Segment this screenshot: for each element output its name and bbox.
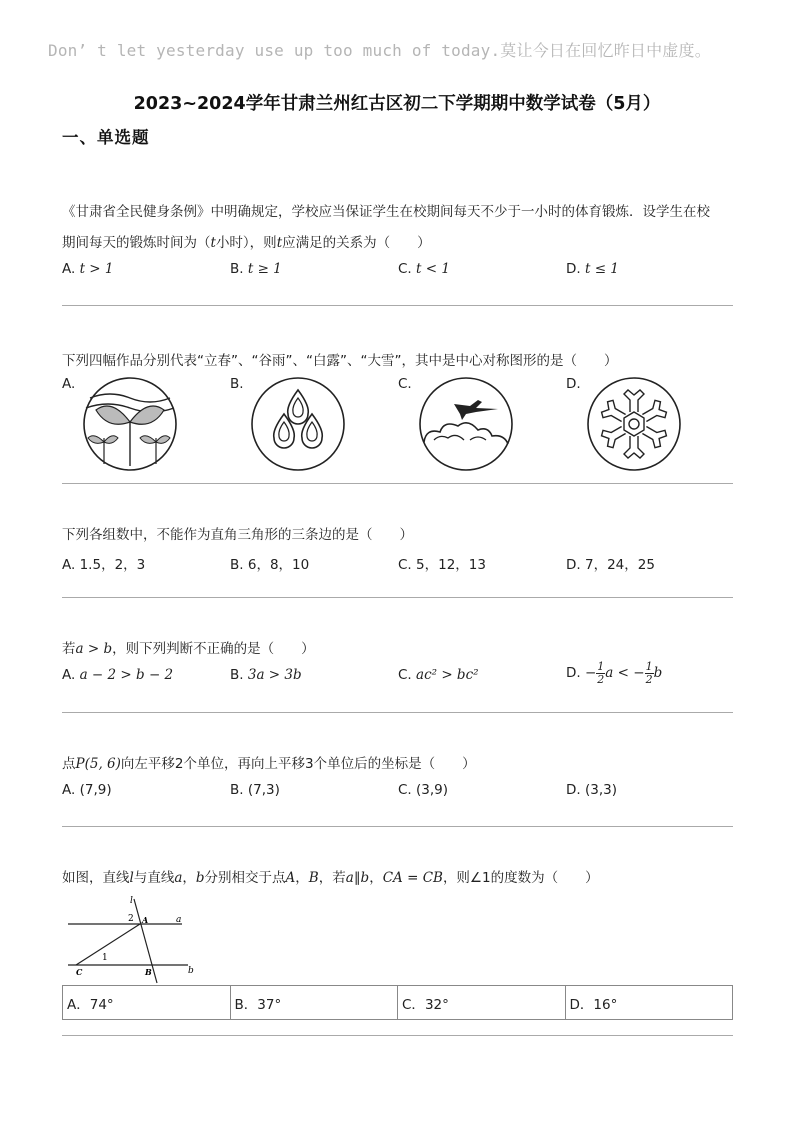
stem-text: ， xyxy=(295,870,309,886)
fraction-denominator: 2 xyxy=(645,673,653,686)
option-text: t ≤ 1 xyxy=(584,261,619,277)
stem-var: CB xyxy=(422,870,443,886)
question-2-stem: 下列四幅作品分别代表“立春”、“谷雨”、“白露”、“大雪”，其中是中心对称图形的是（ ） xyxy=(62,353,618,369)
label-line-b: b xyxy=(188,966,194,976)
stem-text: ，若 xyxy=(318,870,346,886)
stem-text: 若 xyxy=(62,641,76,657)
stem-text: = xyxy=(402,870,423,886)
question-4 xyxy=(62,634,732,695)
option-label: C. xyxy=(398,557,412,573)
q1-var-t: t xyxy=(276,235,283,251)
fraction-numerator: 1 xyxy=(597,660,605,673)
option-label: D. xyxy=(566,557,581,573)
option-text: 37° xyxy=(257,996,282,1013)
stem-text: ∥ xyxy=(353,870,361,886)
q4-option-a[interactable] xyxy=(62,667,173,683)
segment-ca xyxy=(76,924,140,965)
option-label: C. xyxy=(398,376,412,392)
fraction xyxy=(645,661,654,686)
stem-text: ，则下列判断不正确的是（ ） xyxy=(112,641,315,657)
sprout-icon xyxy=(82,376,178,472)
stem-text: 如图，直线 xyxy=(62,870,130,886)
label-l: l xyxy=(130,896,133,906)
option-label: B. xyxy=(230,376,244,392)
label-angle-2: 2 xyxy=(128,914,134,924)
q6-option-c[interactable] xyxy=(398,986,566,1020)
q1-stem-text: 小时），则 xyxy=(215,235,277,251)
option-label: A. xyxy=(62,782,76,798)
question-4-options xyxy=(62,660,732,695)
page-title: 2023~2024学年甘肃兰州红古区初二下学期期中数学试卷（5月） xyxy=(133,94,661,114)
q3-option-d[interactable] xyxy=(566,553,655,573)
label-point-a: A xyxy=(142,915,149,925)
question-5-options xyxy=(62,782,732,810)
option-text: (7,3) xyxy=(247,782,280,798)
option-label: D. xyxy=(566,261,581,277)
q1-option-c[interactable] xyxy=(398,261,450,277)
q1-option-b[interactable] xyxy=(230,261,282,277)
label-point-b: B xyxy=(145,967,152,977)
option-text: 16° xyxy=(593,996,618,1013)
stem-text: ，则∠1的度数为（ ） xyxy=(442,870,599,886)
option-text: (3,3) xyxy=(584,782,617,798)
option-label: D． xyxy=(569,996,594,1013)
label-angle-1: 1 xyxy=(102,953,108,963)
question-3-stem: 下列各组数中，不能作为直角三角形的三条边的是（ ） xyxy=(62,527,413,543)
q3-option-c[interactable] xyxy=(398,553,486,573)
stem-var: A xyxy=(285,870,296,886)
option-text: 32° xyxy=(424,996,449,1013)
q5-option-b[interactable] xyxy=(230,782,280,798)
question-divider xyxy=(62,597,733,598)
stem-var: b xyxy=(195,870,205,886)
q1-stem-text: 应满足的关系为（ ） xyxy=(282,235,431,251)
label-point-c: C xyxy=(76,967,83,977)
option-label: B. xyxy=(230,557,244,573)
snowflake-icon xyxy=(586,376,682,472)
option-label: A. xyxy=(62,557,76,573)
option-text: 7，24，25 xyxy=(584,557,655,573)
option-label: C. xyxy=(398,667,412,683)
q1-stem-line1: 《甘肃省全民健身条例》中明确规定，学校应当保证学生在校期间每天不少于一小时的体育锻炼．设学生在校 xyxy=(62,204,710,220)
stem-var: l xyxy=(129,870,134,886)
question-divider xyxy=(62,305,733,306)
option-text: t > 1 xyxy=(79,261,114,277)
q4-option-d[interactable] xyxy=(566,661,662,686)
option-text: ac² > bc² xyxy=(416,667,479,683)
stem-var: CA xyxy=(382,870,403,886)
question-divider xyxy=(62,712,733,713)
option-label: D. xyxy=(566,782,581,798)
stem-text: ， xyxy=(369,870,383,886)
q5-option-c[interactable] xyxy=(398,782,448,798)
option-text: a − 2 > b − 2 xyxy=(79,667,174,683)
option-label: C. xyxy=(398,261,412,277)
option-text: (3,9) xyxy=(416,782,449,798)
q4-option-b[interactable] xyxy=(230,667,302,683)
question-1-stem xyxy=(62,197,732,259)
question-5 xyxy=(62,749,732,810)
stem-text: 与直线 xyxy=(133,870,175,886)
question-6 xyxy=(62,863,732,894)
option-text: t ≥ 1 xyxy=(247,261,282,277)
option-text: − $\frac{1}{2}$ a < − $\frac{1}{2}$ b xyxy=(584,660,663,686)
option-text: (7,9) xyxy=(79,782,112,798)
q3-option-b[interactable] xyxy=(230,553,309,573)
question-6-stem xyxy=(62,863,732,894)
fraction-numerator: 1 xyxy=(645,660,653,673)
q1-option-a[interactable] xyxy=(62,261,114,277)
q1-var-t: t xyxy=(210,235,216,251)
option-label: A. xyxy=(62,376,76,392)
question-1-options xyxy=(62,261,732,289)
q5-option-a[interactable] xyxy=(62,782,112,798)
q6-option-d[interactable] xyxy=(565,986,733,1020)
stem-var: a xyxy=(345,870,354,886)
option-text: t < 1 xyxy=(416,261,450,277)
fraction-denominator: 2 xyxy=(597,673,605,686)
option-label: D. xyxy=(566,665,581,681)
q6-options-table xyxy=(62,985,733,1020)
q1-stem-text: 期间每天的锻炼时间为（ xyxy=(62,235,211,251)
option-label: A. xyxy=(62,261,76,277)
option-text: 3a > 3b xyxy=(247,667,302,683)
option-label: C. xyxy=(398,782,412,798)
question-divider xyxy=(62,1035,733,1036)
question-3-options xyxy=(62,553,732,581)
stem-var: B xyxy=(308,870,319,886)
fraction xyxy=(596,661,605,686)
q6-option-b[interactable] xyxy=(230,986,398,1020)
stem-text: 点 xyxy=(62,756,76,772)
option-label: B. xyxy=(230,782,244,798)
section-heading: 一、单选题 xyxy=(62,128,150,147)
q5-option-d[interactable] xyxy=(566,782,617,798)
bird-over-clouds-icon xyxy=(418,376,514,472)
option-text: 6，8，10 xyxy=(247,557,310,573)
question-3 xyxy=(62,520,732,581)
question-2 xyxy=(62,346,732,476)
question-divider xyxy=(62,483,733,484)
motto-header: Don’ t let yesterday use up too much of today.莫让今日在回忆昨日中虚度。 xyxy=(48,41,711,60)
option-label: B. xyxy=(230,261,244,277)
option-text: 5，12，13 xyxy=(416,557,486,573)
stem-var: a xyxy=(174,870,183,886)
q6-option-a[interactable] xyxy=(63,986,231,1020)
option-label: D. xyxy=(566,376,581,392)
raindrops-icon xyxy=(250,376,346,472)
stem-math: a > b xyxy=(75,641,113,657)
geometry-figure xyxy=(62,893,202,985)
option-label: A． xyxy=(67,996,90,1013)
label-line-a: a xyxy=(176,915,182,925)
option-label: A. xyxy=(62,667,76,683)
stem-text: 向左平移2个单位，再向上平移3个单位后的坐标是（ ） xyxy=(120,756,476,772)
stem-math: P(5, 6) xyxy=(75,756,121,772)
stem-text: ， xyxy=(182,870,196,886)
stem-text: 分别相交于点 xyxy=(204,870,286,886)
q3-option-a[interactable] xyxy=(62,553,145,573)
option-label: B． xyxy=(234,996,258,1013)
question-5-stem xyxy=(62,749,732,780)
question-divider xyxy=(62,826,733,827)
option-text: 1.5，2，3 xyxy=(79,557,146,573)
option-label: B. xyxy=(230,667,244,683)
stem-var: b xyxy=(360,870,370,886)
option-text: 74° xyxy=(89,996,114,1013)
q1-option-d[interactable] xyxy=(566,261,619,277)
question-1 xyxy=(62,197,732,289)
q4-option-c[interactable] xyxy=(398,667,479,683)
option-label: C． xyxy=(402,996,425,1013)
